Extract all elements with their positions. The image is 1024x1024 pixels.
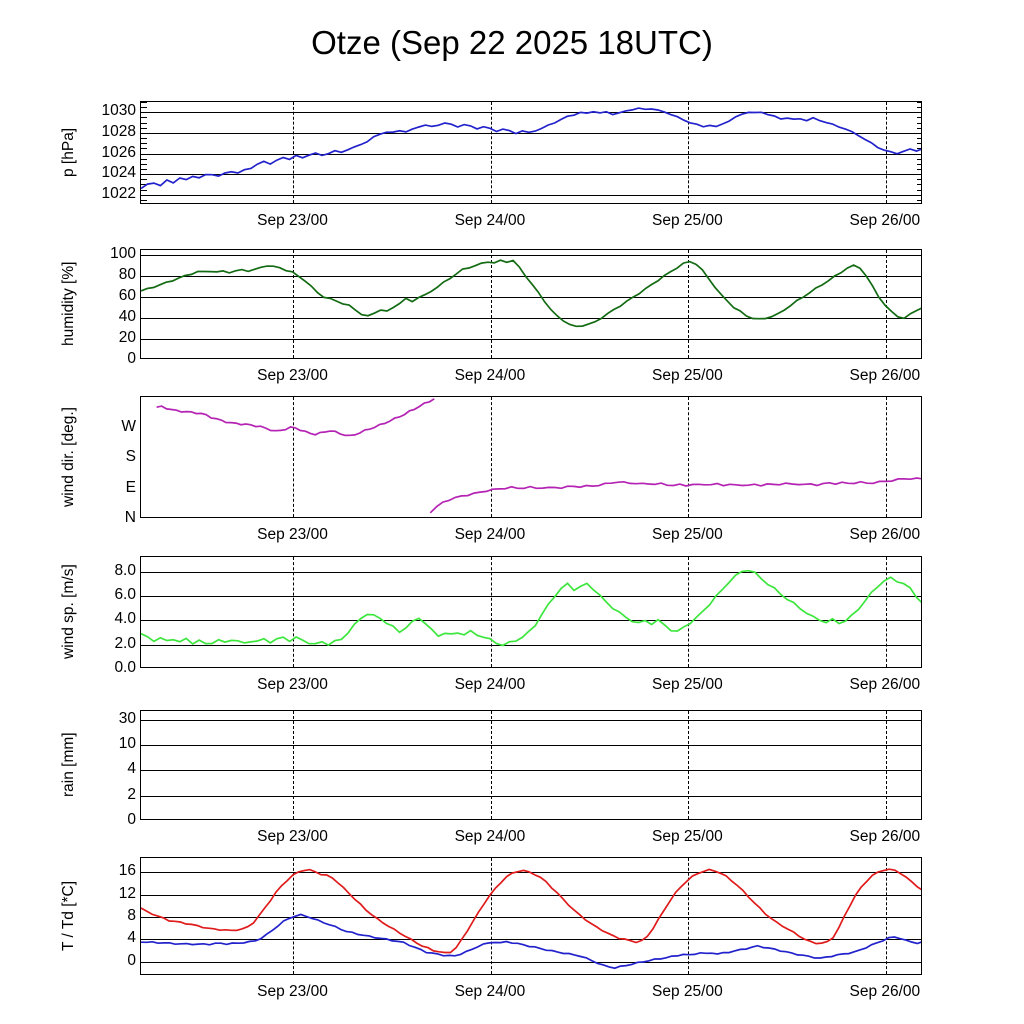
series-layer [141, 557, 922, 668]
plot-area [140, 857, 922, 975]
y-tick-label: 6.0 [114, 585, 136, 603]
x-tick-label: Sep 24/00 [454, 828, 526, 845]
y-tick-label: 20 [118, 329, 136, 347]
series-line-wind-speed [141, 571, 922, 646]
y-axis-label: humidity [%] [60, 261, 77, 347]
x-tick-label: Sep 23/00 [257, 676, 328, 693]
series-layer [141, 397, 922, 518]
series-layer [141, 250, 922, 359]
x-axis [0, 828, 1024, 848]
x-tick-label: Sep 24/00 [454, 367, 526, 384]
y-tick-label: 1024 [101, 164, 136, 182]
y-tick-label: S [125, 448, 136, 465]
chart-panel-1 [0, 245, 1024, 399]
x-tick-label: Sep 24/00 [454, 212, 526, 229]
plot-area [140, 710, 922, 820]
series-line-humidity [141, 260, 922, 326]
chart-panel-0 [0, 101, 1024, 244]
chart-panel-4 [0, 710, 1024, 860]
x-axis [0, 983, 1024, 1003]
y-tick-label: N [124, 509, 136, 526]
x-axis [0, 526, 1024, 546]
chart-panel-3 [0, 556, 1024, 708]
y-tick-label: 1022 [101, 184, 136, 202]
x-tick-label: Sep 25/00 [652, 676, 723, 693]
x-tick-label: Sep 26/00 [849, 367, 921, 384]
x-tick-label: Sep 25/00 [652, 983, 723, 1000]
y-tick-label: 8.0 [114, 561, 136, 579]
x-tick-label: Sep 23/00 [257, 526, 328, 543]
y-tick-label: 0 [127, 350, 136, 367]
y-tick-label: E [125, 478, 136, 496]
y-axis-label: wind sp. [m/s] [60, 564, 77, 660]
y-tick-label: 1030 [101, 102, 136, 120]
series-line-pressure [141, 108, 922, 188]
y-tick-label: 0 [127, 951, 136, 969]
x-tick-label: Sep 26/00 [849, 676, 921, 693]
y-tick-label: W [121, 417, 136, 435]
x-tick-label: Sep 26/00 [849, 212, 921, 229]
x-tick-label: Sep 25/00 [652, 828, 723, 845]
series-layer [141, 711, 922, 820]
y-tick-label: 2.0 [114, 634, 136, 652]
series-layer [141, 102, 922, 204]
series-line-td [141, 914, 922, 968]
y-tick-label: 60 [118, 287, 136, 305]
y-tick-label: 40 [118, 308, 136, 326]
y-axis-label: p [hPa] [60, 127, 77, 178]
x-tick-label: Sep 23/00 [257, 983, 328, 1000]
y-tick-label: 30 [118, 709, 136, 727]
x-tick-label: Sep 24/00 [454, 983, 526, 1000]
x-tick-label: Sep 23/00 [257, 367, 328, 384]
y-tick-label: 100 [110, 245, 136, 263]
x-axis [0, 367, 1024, 387]
series-line-wind-direction--second-segment- [430, 478, 922, 513]
y-tick-label: 0 [127, 811, 136, 828]
x-axis [0, 212, 1024, 232]
x-tick-label: Sep 24/00 [454, 676, 526, 693]
series-layer [141, 858, 922, 975]
y-tick-label: 12 [118, 884, 136, 902]
y-tick-label: 1026 [101, 143, 136, 161]
chart-panel-2 [0, 396, 1024, 558]
plot-area [140, 249, 922, 359]
x-tick-label: Sep 25/00 [652, 212, 723, 229]
y-tick-label: 0.0 [114, 659, 136, 676]
y-tick-label: 4 [127, 929, 136, 947]
x-tick-label: Sep 25/00 [652, 367, 723, 384]
y-tick-label: 2 [127, 785, 136, 803]
plot-area [140, 556, 922, 668]
x-axis [0, 676, 1024, 696]
y-tick-label: 10 [118, 735, 136, 753]
y-tick-label: 16 [118, 862, 136, 880]
y-axis-label: T / Td [*C] [60, 880, 77, 952]
x-tick-label: Sep 24/00 [454, 526, 526, 543]
plot-area [140, 396, 922, 518]
y-axis-label: rain [mm] [60, 732, 77, 798]
x-tick-label: Sep 25/00 [652, 526, 723, 543]
y-tick-label: 8 [127, 907, 136, 924]
y-tick-label: 80 [118, 266, 136, 284]
x-tick-label: Sep 26/00 [849, 526, 921, 543]
chart-panel-5 [0, 857, 1024, 1015]
x-tick-label: Sep 23/00 [257, 212, 328, 229]
x-tick-label: Sep 23/00 [257, 828, 328, 845]
x-tick-label: Sep 26/00 [849, 983, 921, 1000]
plot-area [140, 101, 922, 204]
page-title: Otze (Sep 22 2025 18UTC) [311, 24, 713, 61]
series-line-wind-direction--first-segment- [157, 399, 435, 436]
x-tick-label: Sep 26/00 [849, 828, 921, 845]
y-tick-label: 4.0 [114, 610, 136, 628]
y-axis-label: wind dir. [deg.] [60, 407, 77, 507]
y-tick-label: 1028 [101, 122, 136, 140]
y-tick-label: 4 [127, 760, 136, 778]
